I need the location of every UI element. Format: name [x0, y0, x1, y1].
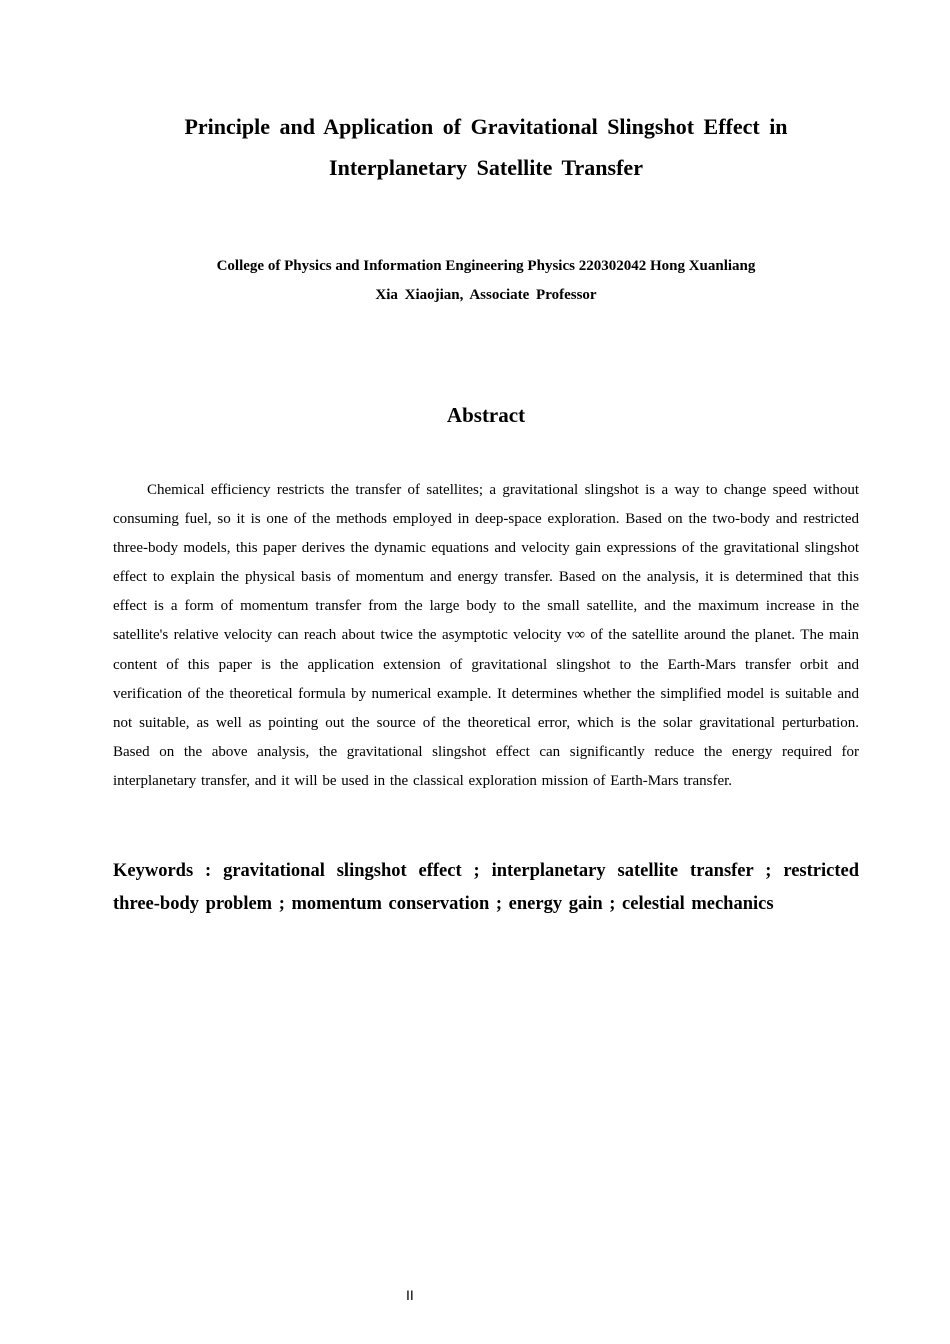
paper-title: Principle and Application of Gravitational Slingshot Effect in Interplanetary Satellite Transfer [184, 114, 788, 180]
page-number: II [406, 1287, 414, 1303]
abstract-body: Chemical efficiency restricts the transfer of satellites; a gravitational slingshot is a way to change speed without consuming fuel, so it is one of the methods employed in deep-space exploration. Based on the two-body and restricted three-body models, this paper derives the dynamic equations and velocity gain expressions of the gravitational slingshot effect to explain the physical basis of momentum and energy transfer. Based on the analysis, it is determined that this effect is a form of momentum transfer from the large body to the small satellite, and the maximum increase in the satellite's relative velocity can reach about twice the asymptotic velocity v∞ of the satellite around the planet. The main content of this paper is the application extension of gravitational slingshot to the Earth-Mars transfer orbit and verification of the theoretical formula by numerical example. It determines whether the simplified model is suitable and not suitable, as well as pointing out the source of the theoretical error, which is the solar gravitational perturbation. Based on the above analysis, the gravitational slingshot effect can significantly reduce the energy required for interplanetary transfer, and it will be used in the classical exploration mission of Earth-Mars transfer. [113, 482, 859, 789]
advisor-line: Xia Xiaojian, Associate Professor [375, 287, 597, 303]
abstract-heading: Abstract [446, 403, 526, 427]
keywords-line: Keywords : gravitational slingshot effect ; interplanetary satellite transfer ; restricted three-body problem ; momentum conservation ; energy gain ; celestial mechanics [113, 861, 859, 914]
author-affiliation: College of Physics and Information Engineering Physics 220302042 Hong Xuanliang [216, 258, 756, 274]
